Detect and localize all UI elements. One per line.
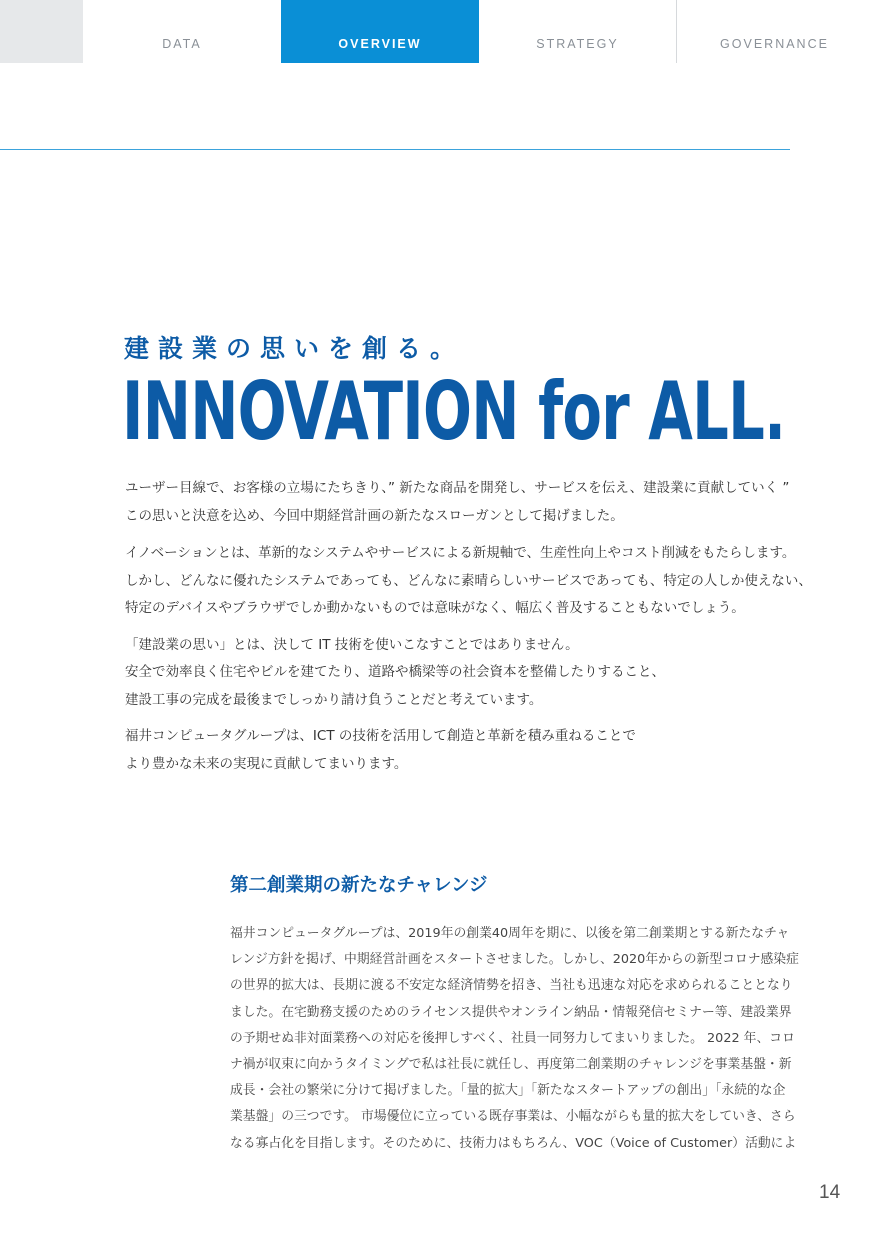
intro-line: ユーザー目線で、お客様の立場にたちきり、” 新たな商品を開発し、サービスを伝え、建設業に貢献していく ” bbox=[125, 480, 790, 496]
intro-line: 福井コンピュータグループは、ICT の技術を活用して創造と革新を積み重ねることで bbox=[125, 728, 636, 744]
section-line: 成長・会社の繁栄に分けて掲げました。「量的拡大」「新たなスタートアップの創出」「永続的な企 bbox=[230, 1083, 786, 1099]
intro-line: より豊かな未来の実現に貢献してまいります。 bbox=[125, 755, 408, 772]
section-line: 業基盤」の三つです。 市場優位に立っている既存事業は、小幅ながらも量的拡大をしていき、さら bbox=[230, 1109, 796, 1125]
intro-line: この思いと決意を込め、今回中期経営計画の新たなスローガンとして掲げました。 bbox=[125, 507, 624, 524]
tab-strategy[interactable]: STRATEGY bbox=[536, 37, 619, 51]
intro-paragraph-1 bbox=[125, 475, 790, 530]
intro-line: 「建設業の思い」とは、決して IT 技術を使いこなすことではありません。 bbox=[125, 636, 579, 653]
intro-line: しかし、どんなに優れたシステムであっても、どんなに素晴らしいサービスであっても、特定の人しか使えない、 bbox=[125, 572, 812, 589]
intro-line: 建設工事の完成を最後までしっかり請け負うことだと考えています。 bbox=[125, 691, 543, 708]
section-body bbox=[230, 921, 799, 1157]
intro-paragraph-2 bbox=[125, 540, 812, 623]
section-line: レンジ方針を掲げ、中期経営計画をスタートさせました。しかし、2020年からの新型コロナ感染症 bbox=[230, 952, 799, 968]
tab-governance[interactable]: GOVERNANCE bbox=[720, 37, 829, 51]
tab-data[interactable]: DATA bbox=[162, 37, 202, 51]
section-line: の予期せぬ非対面業務への対応を後押しすべく、社員一同努力してまいりました。 2022 年、コロ bbox=[230, 1030, 795, 1046]
hero-headline: INNOVATION for ALL. bbox=[122, 365, 786, 458]
intro-line: 特定のデバイスやブラウザでしか動かないものでは意味がなく、幅広く普及することもないでしょう。 bbox=[125, 600, 745, 616]
intro-line: イノベーションとは、革新的なシステムやサービスによる新規軸で、生産性向上やコスト削減をもたらします。 bbox=[125, 545, 796, 561]
section-line: なる寡占化を目指します。そのために、技術力はもちろん、VOC（Voice of Customer）活動によ bbox=[230, 1135, 797, 1151]
intro-paragraph-4 bbox=[125, 723, 785, 778]
top-navigation bbox=[0, 0, 872, 63]
tab-overview[interactable]: OVERVIEW bbox=[281, 0, 479, 63]
header-rule bbox=[0, 149, 790, 150]
section-title: 第二創業期の新たなチャレンジ bbox=[230, 875, 488, 896]
intro-paragraph-3 bbox=[125, 632, 785, 715]
section-line: ナ禍が収束に向かうタイミングで私は社長に就任し、再度第二創業期のチャレンジを事業基盤・新 bbox=[230, 1057, 792, 1073]
section-line: の世界的拡大は、長期に渡る不安定な経済情勢を招き、当社も迅速な対応を求められることとなり bbox=[230, 978, 793, 994]
section-line: 福井コンピュータグループは、2019年の創業40周年を期に、以後を第二創業期とする新たなチャ bbox=[230, 926, 790, 941]
section-line: ました。在宅勤務支援のためのライセンス提供やオンライン納品・情報発信セミナー等、建設業界 bbox=[230, 1004, 792, 1020]
intro-text bbox=[125, 475, 812, 787]
nav-corner-block bbox=[0, 0, 83, 63]
page-number: 14 bbox=[819, 1182, 841, 1203]
intro-line: 安全で効率良く住宅やビルを建てたり、道路や橋梁等の社会資本を整備したりすること、 bbox=[125, 664, 665, 680]
hero-tagline: 建設業の思いを創る。 bbox=[124, 334, 465, 363]
